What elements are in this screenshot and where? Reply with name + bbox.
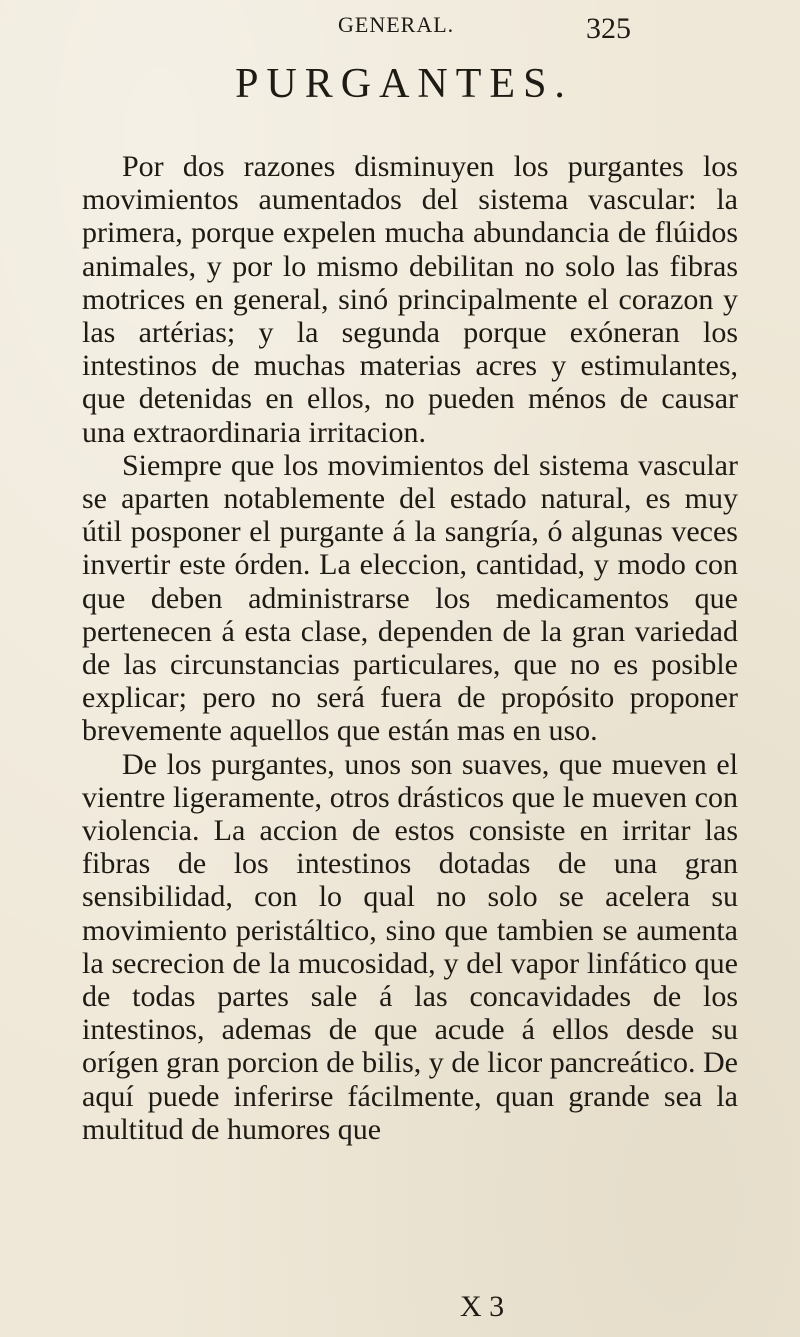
paragraph-1: Por dos razones disminuyen los purgantes los movimientos aumentados del sistema vascular: la primera, porque expelen mucha abundancia de flúidos animales, y por lo mismo debilitan no solo las fibras motrices en general, sinó principalmente el corazon y las artérias; y la segunda porque exóneran los intestinos de muchas materias acres y estimulantes, que detenidas en ellos, no pueden ménos de causar una extraordinaria irritacion. — [82, 150, 738, 449]
page-number: 325 — [586, 12, 631, 45]
paragraph-3: De los purgantes, unos son suaves, que mueven el vientre ligeramente, otros drásticos que le mueven con violencia. La accion de estos consiste en irritar las fibras de los intestinos dotadas de una gran sensibilidad, con lo qual no solo se acelera su movimiento peristáltico, sino que tambien se aumenta la secrecion de la mucosidad, y del vapor linfático que de todas partes sale á las concavidades de los intestinos, ademas de que acude á ellos desde su orígen gran porcion de bilis, y de licor pancreático. De aquí puede inferirse fácilmente, quan grande sea la multitud de humores que — [82, 747, 738, 1146]
paragraph-2: Siempre que los movimientos del sistema vascular se aparten notablemente del estado natural, es muy útil posponer el purgante á la sangría, ó algunas veces invertir este órden. La eleccion, cantidad, y modo con que deben administrarse los medicamentos que pertenecen á esta clase, dependen de la gran variedad de las circunstancias particulares, que no es posible explicar; pero no será fuera de propósito proponer brevemente aquellos que están mas en uso. — [82, 448, 738, 748]
page-header — [0, 12, 800, 107]
running-head: GENERAL. — [338, 12, 455, 37]
signature-mark: X 3 — [460, 1290, 505, 1323]
section-title: PURGANTES. — [235, 61, 573, 107]
body-text — [82, 150, 738, 1146]
